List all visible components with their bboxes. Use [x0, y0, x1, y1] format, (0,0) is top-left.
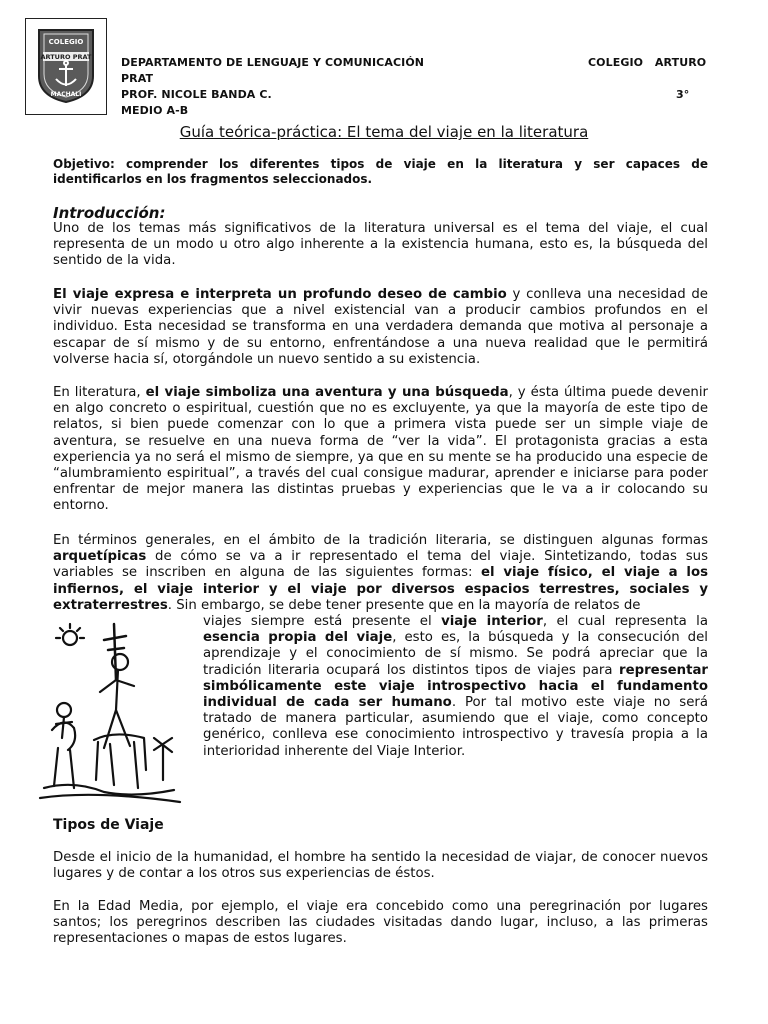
paragraph-4-bold-b: el viaje físico, el viaje a los infiernos, el viaje interior y el viaje por diversos espacios terrestres, sociales y extraterrestres [53, 565, 708, 613]
school-name-label: COLEGIO ARTURO [588, 56, 707, 69]
paragraph-5-text-a: viajes siempre está presente el [203, 614, 442, 629]
paragraph-3-bold: el viaje simboliza una aventura y una búsqueda [145, 385, 509, 400]
paragraph-7: En la Edad Media, por ejemplo, el viaje era concebido como una peregrinación por lugares santos; los peregrinos describen las ciudades visitadas dando lugar, incluso, a las primeras representaciones o mapas de estos lugares. [53, 899, 708, 947]
paragraph-3 [53, 385, 708, 515]
paragraph-4-bold-a: arquetípicas [53, 549, 147, 565]
don-quixote-illustration [34, 620, 186, 808]
paragraph-4 [53, 533, 708, 614]
paragraph-5-text-b: , el cual representa la [542, 614, 708, 629]
paragraph-5 [203, 614, 708, 760]
tipos-de-viaje-heading: Tipos de Viaje [53, 817, 164, 833]
paragraph-5-bold-a: viaje interior [441, 614, 543, 629]
school-crest-logo [37, 28, 95, 104]
logo-bottom-text: MACHALI [50, 91, 82, 98]
paragraph-2-text: y conlleva una necesidad de vivir nuevas experiencias que a nivel existencial van a producir cambios profundos en el individuo. Esta necesidad se transforma en una verdadera demanda que motiva al personaje a escapar de sí mismo y de su entorno, enfrentándose a una nueva realidad que le permitirá volverse hacia sí, otorgándole un nuevo sentido a su existencia. [53, 287, 708, 367]
grade-section-label: MEDIO A-B [121, 104, 189, 117]
paragraph-5-text-c: , esto es, la búsqueda y la consecución del aprendizaje y el conocimiento de sí mismo. Se podrá apreciar que la tradición literaria ocupará los distintos tipos de viajes para [203, 630, 708, 678]
paragraph-2-bold: El viaje expresa e interpreta un profundo deseo de cambio [53, 287, 507, 302]
school-name-continuation: PRAT [121, 72, 154, 85]
paragraph-1: Uno de los temas más significativos de la literatura universal es el tema del viaje, el cual representa de un modo u otro algo inherente a la existencia humana, esto es, la búsqueda del sentido de la vida. [53, 221, 708, 269]
paragraph-5-text-d: . Por tal motivo este viaje no será tratado de manera particular, asumiendo que el viaje, como concepto genérico, conlleva ese conocimiento introspectivo y travesía propia a la interioridad inherente del Viaje Interior. [203, 695, 708, 759]
teacher-label: PROF. NICOLE BANDA C. [121, 88, 272, 101]
document-header [121, 55, 711, 119]
paragraph-4-text-c: . Sin embargo, se debe tener presente que en la mayoría de relatos de [167, 597, 641, 613]
introduction-heading: Introducción: [53, 204, 166, 222]
paragraph-4-text-b: de cómo se va a ir representado el tema del viaje. Sintetizando, todas sus variables se inscriben en alguna de las siguientes formas: [53, 549, 708, 581]
paragraph-5-bold-c: representar simbólicamente este viaje introspectivo hacia el fundamento individual de cada ser humano [203, 662, 708, 711]
department-label: DEPARTAMENTO DE LENGUAJE Y COMUNICACIÓN [121, 56, 425, 69]
sun-icon [63, 631, 77, 645]
paragraph-4-text-a: En términos generales, en el ámbito de la tradición literaria, se distinguen algunas formas [53, 533, 708, 548]
paragraph-6: Desde el inicio de la humanidad, el hombre ha sentido la necesidad de viajar, de conocer nuevos lugares y de contar a los otros sus experiencias de éstos. [53, 850, 708, 882]
paragraph-3-text-b: , y ésta última puede devenir en algo concreto o espiritual, cuestión que no es excluyente, ya que la mayoría de este tipo de relatos, si bien puede comenzar con lo que a primera vista puede ser un simple viaje de aventura, se resuelve en una nueva forma de “ver la vida”. El protagonista gracias a esta experiencia ya no será el mismo de siempre, ya que en su mente se ha producido una especie de “alumbramiento espiritual”, a través del cual consigue madurar, aprender e iniciarse para poder enfrentar de mejor manera las distintas pruebas y experiencias que le va a ir colocando su entorno. [53, 385, 708, 514]
school-logo-frame [25, 18, 107, 115]
grade-label: 3° [676, 88, 690, 101]
logo-top-text: COLEGIO [48, 38, 84, 46]
paragraph-3-text-a: En literatura, [53, 385, 146, 400]
objective-text: Objetivo: comprender los diferentes tipos de viaje en la literatura y ser capaces de identificarlos en los fragmentos seleccionados. [53, 157, 708, 186]
paragraph-2 [53, 287, 708, 368]
paragraph-5-bold-b: esencia propia del viaje [203, 630, 393, 646]
logo-middle-text: ARTURO PRAT [40, 53, 92, 61]
document-title: Guía teórica-práctica: El tema del viaje en la literatura [179, 123, 589, 141]
